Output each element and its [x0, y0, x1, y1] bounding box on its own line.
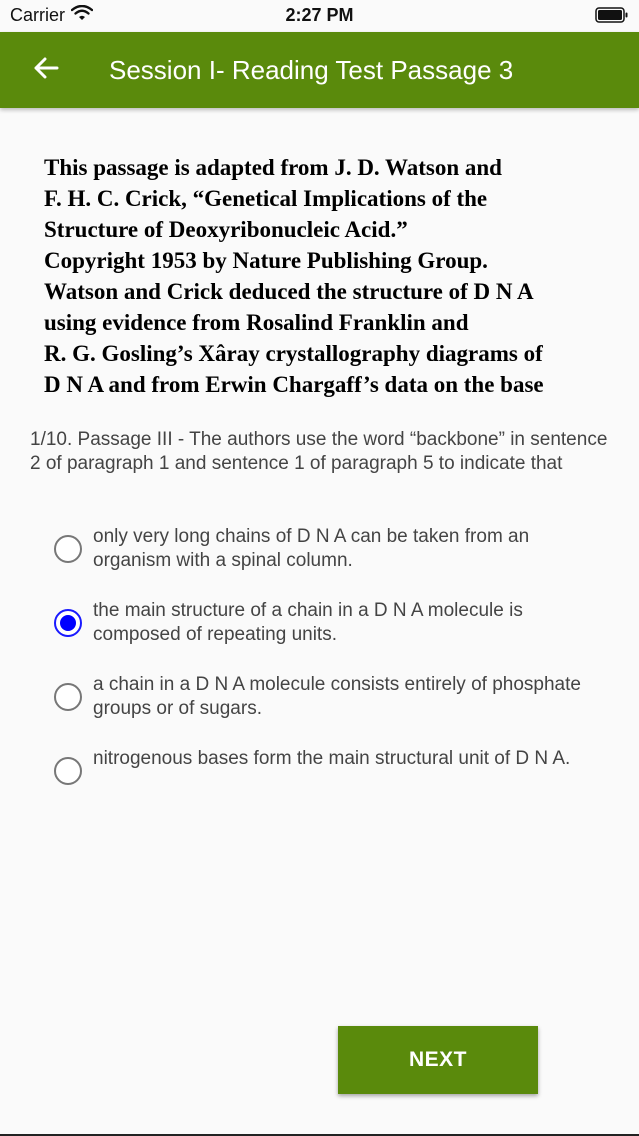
status-bar	[0, 0, 639, 32]
carrier-label: Carrier	[10, 5, 66, 25]
next-button[interactable]: NEXT	[338, 1026, 538, 1094]
passage-line: F. H. C. Crick, “Genetical Implications of the	[44, 186, 488, 211]
option-label: the main structure of a chain in a D N A molecule is composed of repeating units.	[93, 600, 523, 645]
option-label: nitrogenous bases form the main structural unit of D N A.	[93, 748, 571, 769]
passage-line: Structure of Deoxyribonucleic Acid.”	[44, 217, 408, 242]
battery-icon	[595, 7, 629, 23]
answer-option-3[interactable]	[54, 671, 614, 731]
option-label: only very long chains of D N A can be taken from an organism with a spinal column.	[93, 526, 530, 571]
radio-button[interactable]	[54, 535, 82, 563]
question-text: 1/10. Passage III - The authors use the word “backbone” in sentence 2 of paragraph 1 and sentence 1 of paragraph 5 to indicate that	[30, 429, 608, 474]
radio-button-selected[interactable]	[54, 609, 82, 637]
arrow-left-icon	[33, 57, 59, 84]
answer-option-4[interactable]	[54, 745, 614, 805]
passage-line: Copyright 1953 by Nature Publishing Group.	[44, 248, 488, 273]
answer-option-2[interactable]	[54, 597, 614, 657]
app-bar	[0, 32, 639, 108]
passage-line: D N A and from Erwin Chargaff’s data on the base	[44, 372, 544, 397]
passage-text	[44, 152, 604, 400]
radio-button[interactable]	[54, 757, 82, 785]
passage-line: This passage is adapted from J. D. Watson and	[44, 155, 502, 180]
radio-button[interactable]	[54, 683, 82, 711]
answer-option-1[interactable]	[54, 523, 614, 583]
option-label: a chain in a D N A molecule consists entirely of phosphate groups or of sugars.	[93, 674, 581, 719]
passage-line: using evidence from Rosalind Franklin and	[44, 310, 469, 335]
passage-line: Watson and Crick deduced the structure of D N A	[44, 279, 534, 304]
page-title: Session I- Reading Test Passage 3	[109, 55, 514, 85]
status-time: 2:27 PM	[285, 5, 354, 25]
passage-line: R. G. Gosling’s Xâray crystallography diagrams of	[44, 341, 543, 366]
back-button[interactable]	[28, 52, 64, 88]
